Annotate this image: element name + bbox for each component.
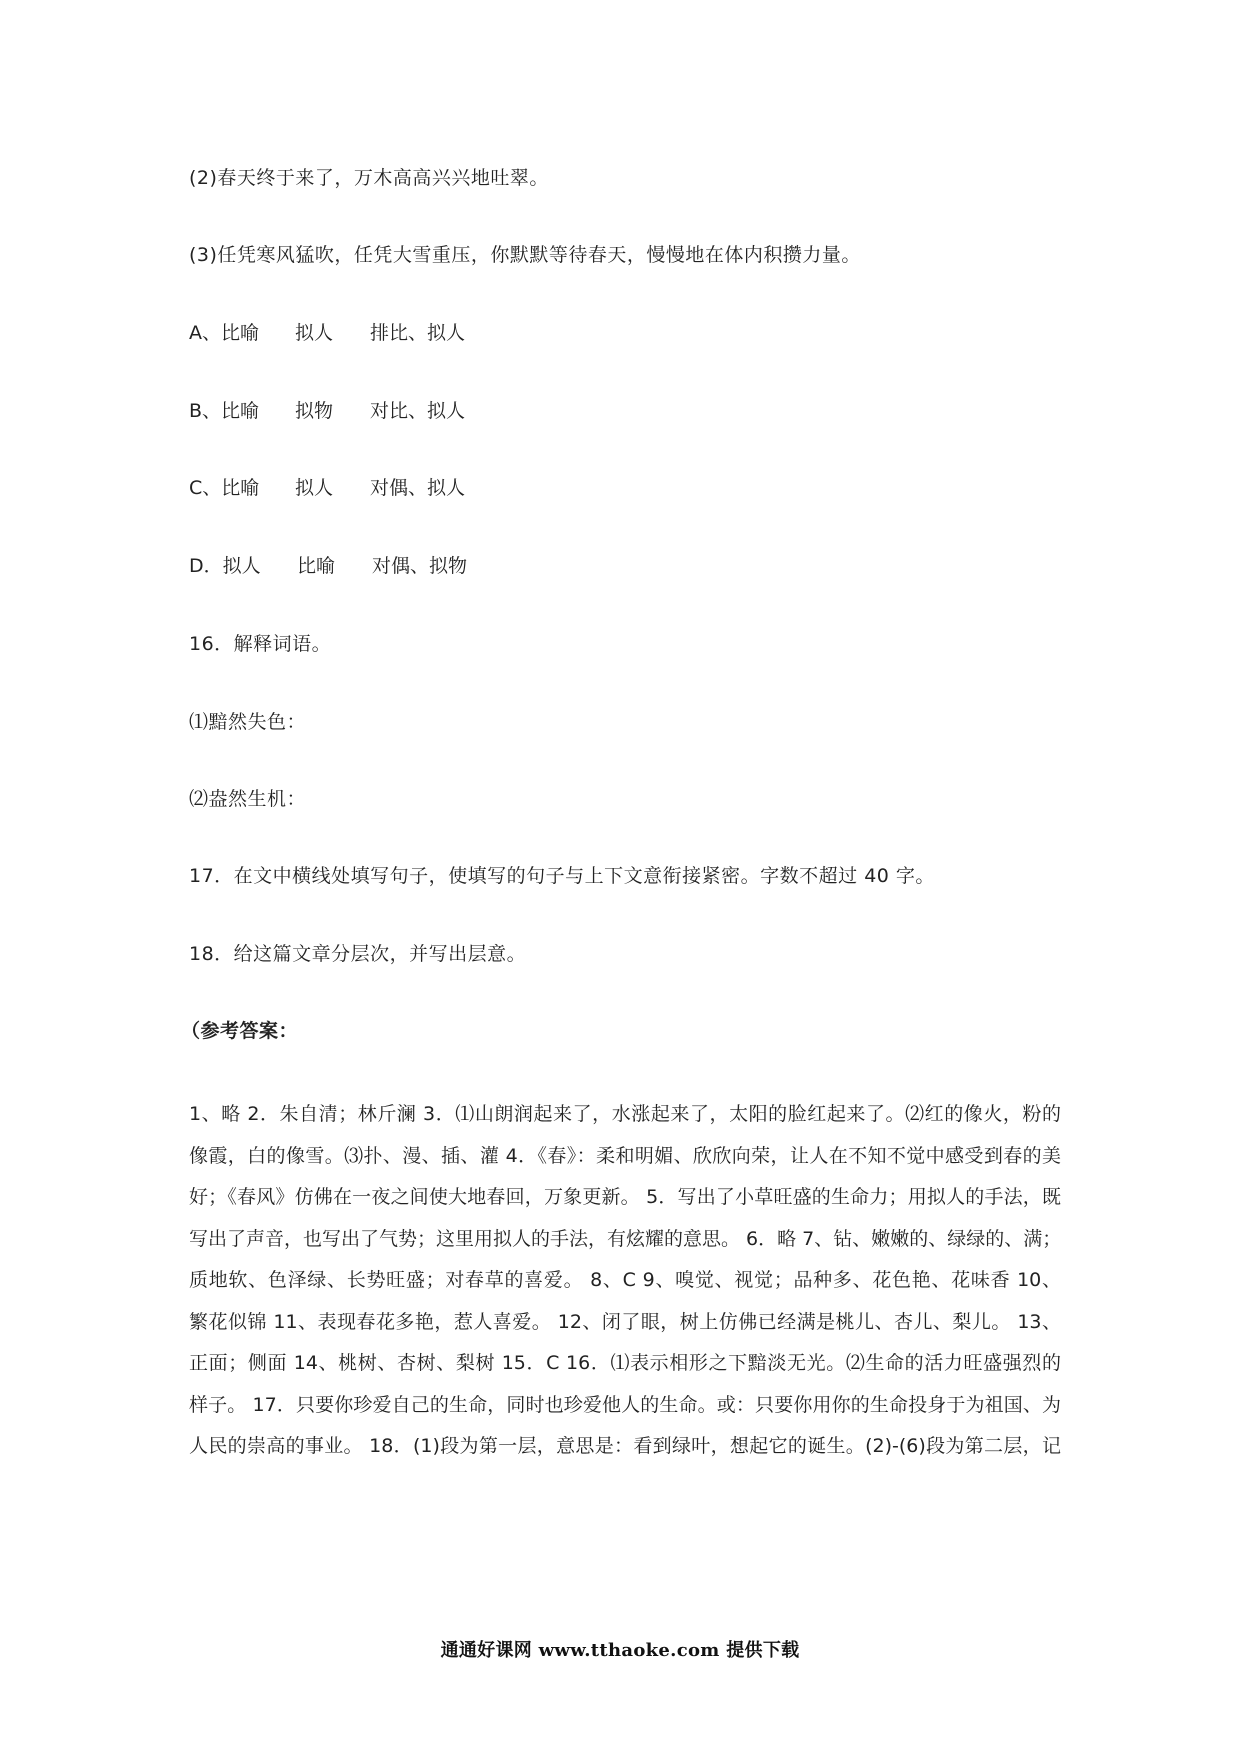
answers-line: 样子。 17．只要你珍爱自己的生命，同时也珍爱他人的生命。或：只要你用你的生命投身于为祖国、为: [189, 1393, 1061, 1416]
option-b-third: 对比、拟人: [370, 400, 466, 422]
option-b-second: 拟物: [295, 400, 334, 422]
page-footer: 通通好课网 www.tthaoke.com 提供下载: [440, 1640, 800, 1661]
option-c-second: 拟人: [295, 477, 334, 499]
question-15-item-3: (3)任凭寒风猛吹，任凭大雪重压，你默默等待春天，慢慢地在体内积攒力量。: [189, 244, 861, 266]
question-16-title: 16．解释词语。: [189, 633, 332, 655]
option-a-first: A、比喻: [189, 322, 259, 344]
question-15-item-2: (2)春天终于来了，万木高高兴兴地吐翠。: [189, 167, 549, 189]
option-d-first: D．拟人: [189, 555, 261, 577]
answers-line: 质地软、色泽绿、长势旺盛；对春草的喜爱。 8、C 9、嗅觉、视觉；品种多、花色艳、花味香 10、: [189, 1269, 1061, 1291]
question-17: 17．在文中横线处填写句子，使填写的句子与上下文意衔接紧密。字数不超过 40 字。: [189, 865, 935, 887]
answers-heading: （参考答案：: [181, 1020, 299, 1042]
option-c-third: 对偶、拟人: [370, 477, 466, 499]
option-d-third: 对偶、拟物: [372, 555, 468, 577]
option-a-second: 拟人: [295, 322, 334, 344]
answers-line: 人民的崇高的事业。 18．(1)段为第一层，意思是：看到绿叶，想起它的诞生。(2)-(6)段为第二层，记: [189, 1435, 1061, 1457]
answers-line: 好；《春风》仿佛在一夜之间使大地春回，万象更新。 5．写出了小草旺盛的生命力；用拟人的手法，既: [189, 1186, 1061, 1208]
option-b-first: B、比喻: [189, 400, 260, 422]
answers-body: [189, 1094, 1061, 1468]
option-a-third: 排比、拟人: [370, 322, 466, 344]
answers-line: 像霞，白的像雪。⑶扑、漫、插、灌 4．《春》：柔和明媚、欣欣向荣，让人在不知不觉中感受到春的美: [189, 1144, 1061, 1167]
answers-line: 写出了声音，也写出了气势；这里用拟人的手法，有炫耀的意思。 6．略 7、钻、嫩嫩的、绿绿的、满；: [189, 1227, 1062, 1250]
option-d-second: 比喻: [297, 555, 336, 577]
question-16-item-1: ⑴黯然失色：: [189, 711, 307, 733]
question-16-item-2: ⑵盎然生机：: [189, 788, 307, 810]
option-c-first: C、比喻: [189, 477, 260, 499]
question-18: 18．给这篇文章分层次，并写出层意。: [189, 943, 527, 965]
answers-line: 正面；侧面 14、桃树、杏树、梨树 15．C 16．⑴表示相形之下黯淡无光。⑵生命的活力旺盛强烈的: [189, 1352, 1061, 1374]
answers-line: 繁花似锦 11、表现春花多艳，惹人喜爱。 12、闭了眼，树上仿佛已经满是桃儿、杏儿、梨儿。 13、: [189, 1310, 1061, 1333]
answers-line: 1、略 2．朱自清；林斤澜 3．⑴山朗润起来了，水涨起来了，太阳的脸红起来了。⑵红的像火，粉的: [189, 1103, 1061, 1125]
